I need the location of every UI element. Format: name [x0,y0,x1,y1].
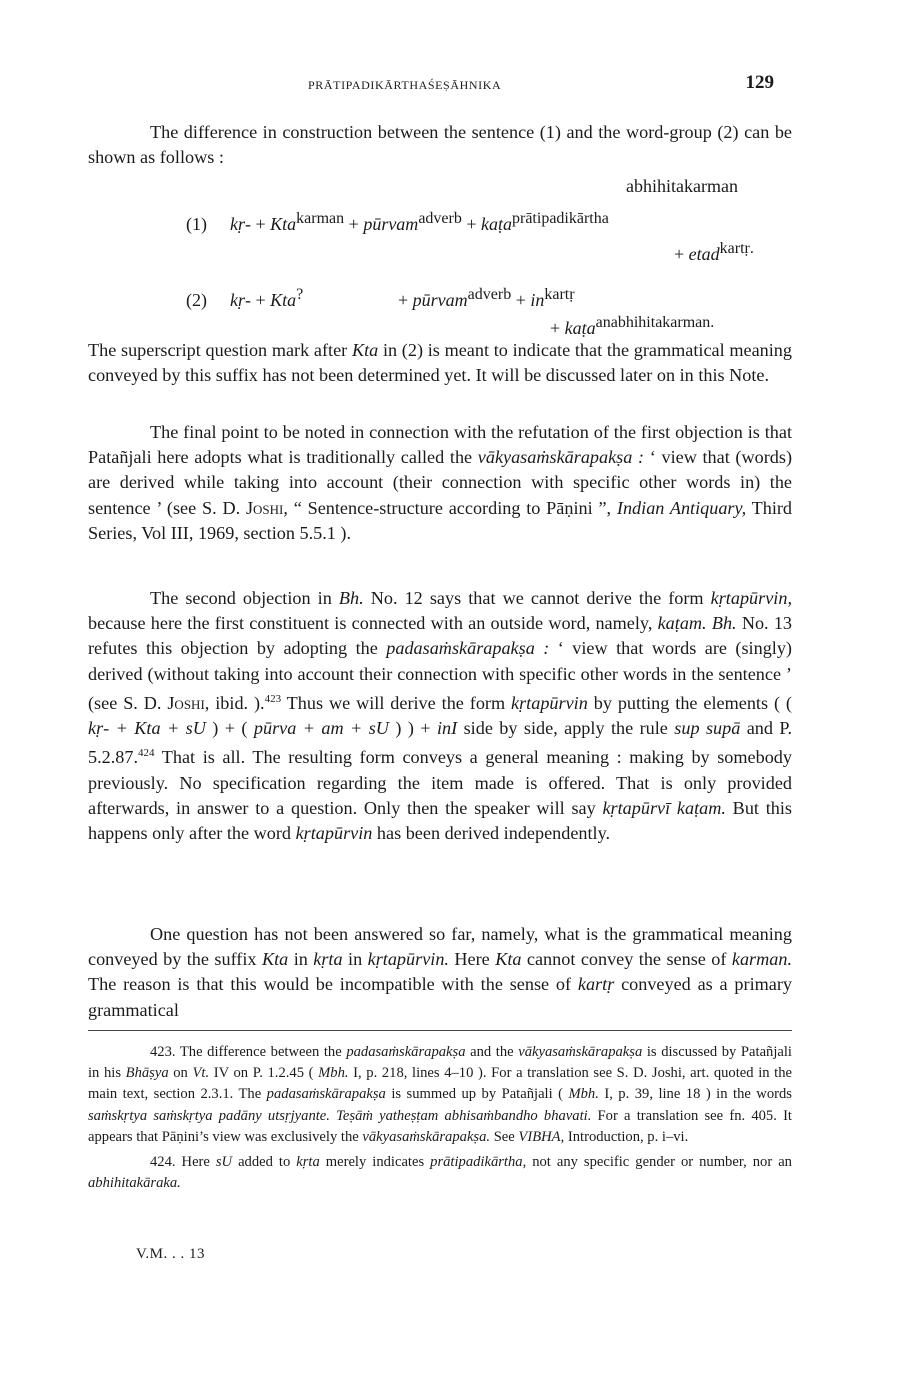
formula-1-line: kṛ- + Kta$^{karman}$ + pūrvam$^{adverb}$ + kaṭa$^{prātipadikārtha}$ [230,210,609,234]
formula-2-number: (2) [186,290,207,310]
paragraph-5: One question has not been answered so far, namely, what is the grammatical meaning conveyed by the suffix Kta in kṛta in kṛtapūrvin. Here Kta cannot convey the sense of karman. The reason is that this would be incompatible with the sense of kartṛ conveyed as a primary grammatical [88,924,793,1020]
paragraph-1: The difference in construction between the sentence (1) and the word-group (2) can be shown as follows : [88,122,792,168]
formula-2-line-cont: + pūrvam$^{adverb}$ + $in^{kartṛ}$ [398,286,575,310]
formula-abhihita-label: abhihitakarman [626,176,738,196]
paragraph-3: The final point to be noted in connection with the refutation of the first objection is that Patañjali here adopts what is traditionally called the vākyasaṁskārapakṣa : ‘ view that (words) are derived while taking into account (their connection with specific other words in) the sentence ’ (see S. D. Joshi, “ Sentence-structure according to Pāṇini ”, Indian Antiquary, Third Series, Vol III, 1969, section 5.5.1 ). [88,422,793,543]
formula-1-number: (1) [186,214,207,234]
construction-formulas [88,174,792,342]
paragraph-2: The superscript question mark after Kta in (2) is meant to indicate that the grammatical meaning conveyed by this suffix has not been determined yet. It will be discussed later on in this Note. [88,340,792,386]
formula-2-line: kṛ- + Kta? [230,286,304,310]
paragraph-4: The second objection in Bh. No. 12 says that we cannot derive the form kṛtapūrvin, because here the first constituent is connected with an outside word, namely, kaṭam. Bh. No. 13 refutes this objection by adopting the padasaṁskārapakṣa : ‘ view that words are (singly) derived (without taking into account their connection with specific other words in the sentence ’ (see S. D. Joshi, ibid. ).$^{423}$ Thus we will derive the form kṛtapūrvin by putting the elements ( ( kṛ- + Kta + sU ) + ( pūrva + am + sU ) ) + inI side by side, apply the rule sup supā and P. 5.2.87.$^{424}$ That is all. The resulting form conveys a general meaning : making by somebody previously. No specification regarding the item made is offered. That is only provided afterwards, in answer to a question. Only then the speaker will say kṛtapūrvī kaṭam. But this happens only after the word kṛtapūrvin has been derived independently. [88,588,793,843]
formula-1-continuation: + etad$^{kartṛ.}$ [674,240,754,264]
footnote-423: 423. The difference between the padasaṁskārapakṣa and the vākyasaṁskārapakṣa is discussed by Patañjali in his Bhāṣya on Vt. IV on P. 1.2.45 ( Mbh. I, p. 218, lines 4–10 ). For a translation see S. D. Joshi, art. quoted in the main text, section 2.3.1. The padasaṁskārapakṣa is summed up by Patañjali ( Mbh. I, p. 39, line 18 ) in the words saṁskṛtya saṁskṛtya padāny utsṛjyante. Teṣāṁ yatheṣṭam abhisaṁbandho bhavati. For a translation see fn. 405. It appears that Pāṇini’s view was exclusively the vākyasaṁskārapakṣa. See VIBHA, Introduction, p. i–vi. [88,1044,793,1145]
signature-mark: V.M. . . 13 [136,1246,205,1262]
footnote-divider [88,1030,792,1031]
page-header [88,72,788,98]
footnote-424: 424. Here sU added to kṛta merely indicates prātipadikārtha, not any specific gender or number, nor an abhihitakāraka. [88,1154,792,1192]
footnotes [88,1042,792,1198]
running-head: PRĀTIPADIKĀRTHAŚEṢĀHNIKA [308,78,502,92]
footnote-ref-423: 423 [264,692,282,705]
page-number: 129 [745,72,774,93]
formula-2-continuation: + kaṭa$^{anabhihitakarman.}$ [550,314,715,338]
footnote-ref-424: 424 [138,747,155,760]
